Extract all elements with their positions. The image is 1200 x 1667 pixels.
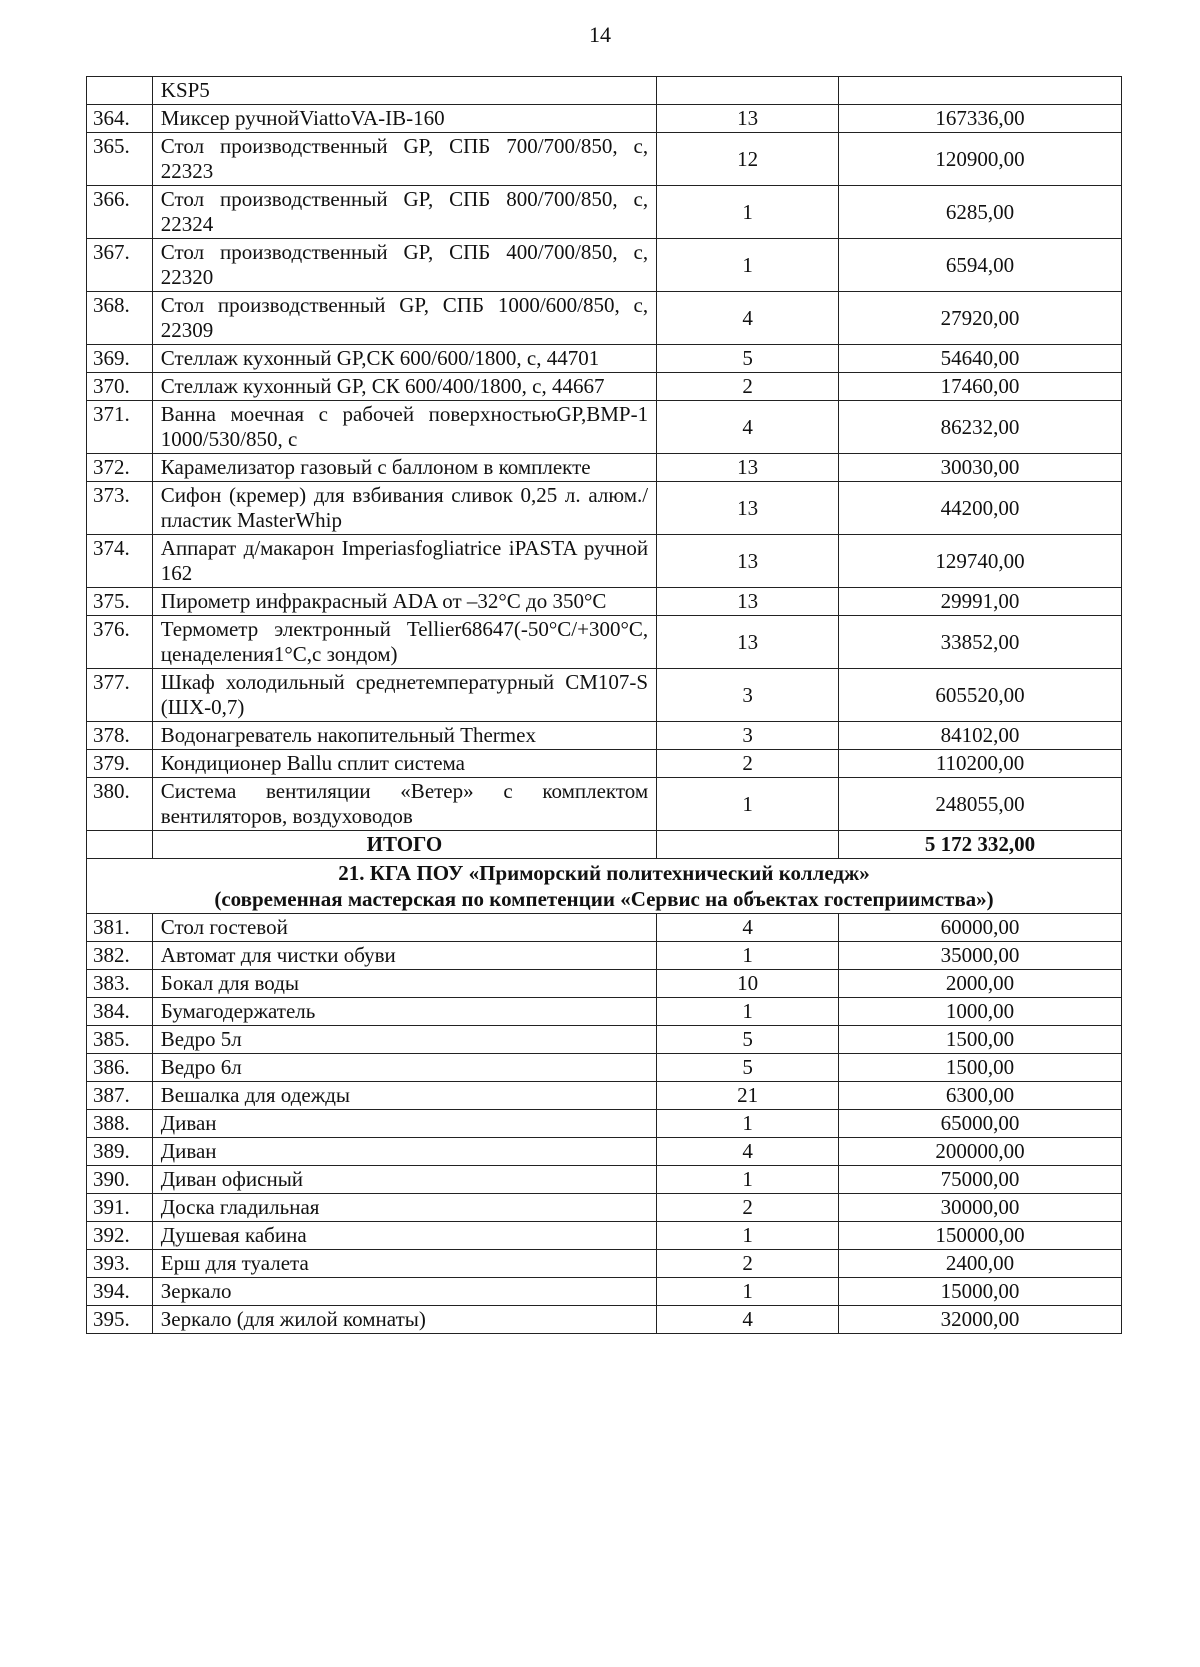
row-number: 364.: [87, 105, 153, 133]
row-number: 392.: [87, 1222, 153, 1250]
item-name: Диван: [152, 1138, 656, 1166]
total-num-cell: [87, 831, 153, 859]
table-row: [87, 616, 1122, 669]
table-row: [87, 1082, 1122, 1110]
item-sum: 6594,00: [839, 239, 1122, 292]
row-number: 395.: [87, 1306, 153, 1334]
row-number: 384.: [87, 998, 153, 1026]
table-row: [87, 722, 1122, 750]
item-quantity: 1: [657, 998, 839, 1026]
item-sum: 248055,00: [839, 778, 1122, 831]
table-row: [87, 970, 1122, 998]
item-sum: 65000,00: [839, 1110, 1122, 1138]
table-row: [87, 373, 1122, 401]
table-row: [87, 239, 1122, 292]
item-quantity: 5: [657, 1054, 839, 1082]
total-row: [87, 831, 1122, 859]
item-name: Карамелизатор газовый с баллоном в комплекте: [152, 454, 656, 482]
item-name: Диван офисный: [152, 1166, 656, 1194]
page-number: 14: [589, 22, 611, 47]
item-quantity: 3: [657, 669, 839, 722]
item-quantity: 1: [657, 1278, 839, 1306]
item-name: Зеркало (для жилой комнаты): [152, 1306, 656, 1334]
table-row: [87, 105, 1122, 133]
row-number: 381.: [87, 914, 153, 942]
item-quantity: 4: [657, 401, 839, 454]
item-sum: 120900,00: [839, 133, 1122, 186]
item-name: Термометр электронный Tellier68647(-50°C/+300°C, ценаделения1°C,с зондом): [152, 616, 656, 669]
item-name: Ведро 5л: [152, 1026, 656, 1054]
item-name: Шкаф холодильный среднетемпературный CM107-S (ШХ-0,7): [152, 669, 656, 722]
item-sum: 30030,00: [839, 454, 1122, 482]
item-quantity: 1: [657, 778, 839, 831]
item-sum: 150000,00: [839, 1222, 1122, 1250]
table-row: [87, 778, 1122, 831]
row-number: 382.: [87, 942, 153, 970]
item-name: Сифон (кремер) для взбивания сливок 0,25 л. алюм./пластик MasterWhip: [152, 482, 656, 535]
row-number: 379.: [87, 750, 153, 778]
item-sum: 2000,00: [839, 970, 1122, 998]
item-quantity: 4: [657, 292, 839, 345]
item-sum: [839, 77, 1122, 105]
table-row: [87, 186, 1122, 239]
table-row: [87, 77, 1122, 105]
table-row: [87, 1250, 1122, 1278]
item-sum: 1500,00: [839, 1026, 1122, 1054]
item-name: Стол гостевой: [152, 914, 656, 942]
row-number: 377.: [87, 669, 153, 722]
row-number: 370.: [87, 373, 153, 401]
table-row: [87, 588, 1122, 616]
row-number: 375.: [87, 588, 153, 616]
item-name: Стеллаж кухонный GP, СК 600/400/1800, с, 44667: [152, 373, 656, 401]
item-name: Стол производственный GP, СПБ 700/700/850, с, 22323: [152, 133, 656, 186]
section-subtitle: (современная мастерская по компетенции «Сервис на объектах гостеприимства»): [214, 887, 994, 911]
item-sum: 86232,00: [839, 401, 1122, 454]
item-sum: 75000,00: [839, 1166, 1122, 1194]
item-quantity: 13: [657, 482, 839, 535]
row-number: 387.: [87, 1082, 153, 1110]
row-number: 394.: [87, 1278, 153, 1306]
item-quantity: 2: [657, 1250, 839, 1278]
table-row: [87, 535, 1122, 588]
item-name: Душевая кабина: [152, 1222, 656, 1250]
item-quantity: 1: [657, 239, 839, 292]
row-number: 393.: [87, 1250, 153, 1278]
row-number: 376.: [87, 616, 153, 669]
table-row: [87, 401, 1122, 454]
item-quantity: 2: [657, 750, 839, 778]
row-number: 374.: [87, 535, 153, 588]
row-number: 389.: [87, 1138, 153, 1166]
item-name: Автомат для чистки обуви: [152, 942, 656, 970]
item-sum: 1500,00: [839, 1054, 1122, 1082]
table-row: [87, 133, 1122, 186]
row-number: [87, 77, 153, 105]
total-qty-cell: [657, 831, 839, 859]
item-name: Бумагодержатель: [152, 998, 656, 1026]
row-number: 366.: [87, 186, 153, 239]
item-sum: 2400,00: [839, 1250, 1122, 1278]
row-number: 391.: [87, 1194, 153, 1222]
item-quantity: 3: [657, 722, 839, 750]
item-quantity: 10: [657, 970, 839, 998]
section-heading: [87, 859, 1122, 914]
item-quantity: 5: [657, 345, 839, 373]
row-number: 390.: [87, 1166, 153, 1194]
total-section: [87, 831, 1122, 914]
total-sum: 5 172 332,00: [839, 831, 1122, 859]
item-name: Кондиционер Ballu сплит система: [152, 750, 656, 778]
item-sum: 605520,00: [839, 669, 1122, 722]
item-sum: 17460,00: [839, 373, 1122, 401]
item-quantity: 1: [657, 1222, 839, 1250]
item-sum: 84102,00: [839, 722, 1122, 750]
total-label: ИТОГО: [152, 831, 656, 859]
row-number: 367.: [87, 239, 153, 292]
item-sum: 30000,00: [839, 1194, 1122, 1222]
item-sum: 44200,00: [839, 482, 1122, 535]
item-quantity: 2: [657, 373, 839, 401]
item-sum: 32000,00: [839, 1306, 1122, 1334]
item-name: Бокал для воды: [152, 970, 656, 998]
item-name: Стол производственный GP, СПБ 1000/600/850, с, 22309: [152, 292, 656, 345]
table-row: [87, 669, 1122, 722]
item-sum: 1000,00: [839, 998, 1122, 1026]
item-quantity: [657, 77, 839, 105]
row-number: 383.: [87, 970, 153, 998]
item-name: Ванна моечная с рабочей поверхностьюGP,ВМР-1 1000/530/850, с: [152, 401, 656, 454]
row-number: 369.: [87, 345, 153, 373]
item-name: Ведро 6л: [152, 1054, 656, 1082]
item-quantity: 13: [657, 105, 839, 133]
item-quantity: 13: [657, 616, 839, 669]
item-quantity: 1: [657, 186, 839, 239]
table-row: [87, 292, 1122, 345]
row-number: 378.: [87, 722, 153, 750]
item-quantity: 2: [657, 1194, 839, 1222]
table-row: [87, 1054, 1122, 1082]
item-quantity: 1: [657, 1110, 839, 1138]
item-sum: 29991,00: [839, 588, 1122, 616]
item-quantity: 13: [657, 588, 839, 616]
item-quantity: 13: [657, 535, 839, 588]
equipment-table: [86, 76, 1122, 1334]
item-name: Доска гладильная: [152, 1194, 656, 1222]
table-row: [87, 1278, 1122, 1306]
table-row: [87, 750, 1122, 778]
section-heading-row: [87, 859, 1122, 914]
row-number: 365.: [87, 133, 153, 186]
row-number: 371.: [87, 401, 153, 454]
table-row: [87, 1110, 1122, 1138]
item-name: Вешалка для одежды: [152, 1082, 656, 1110]
item-sum: 15000,00: [839, 1278, 1122, 1306]
item-sum: 54640,00: [839, 345, 1122, 373]
table-row: [87, 1138, 1122, 1166]
item-quantity: 21: [657, 1082, 839, 1110]
item-quantity: 5: [657, 1026, 839, 1054]
item-sum: 167336,00: [839, 105, 1122, 133]
row-number: 373.: [87, 482, 153, 535]
row-number: 388.: [87, 1110, 153, 1138]
item-quantity: 4: [657, 1306, 839, 1334]
item-name: Стол производственный GP, СПБ 800/700/850, с, 22324: [152, 186, 656, 239]
item-name: Водонагреватель накопительный Thermex: [152, 722, 656, 750]
table-row: [87, 942, 1122, 970]
item-name: Диван: [152, 1110, 656, 1138]
table-row: [87, 345, 1122, 373]
row-number: 385.: [87, 1026, 153, 1054]
table-row: [87, 1194, 1122, 1222]
row-number: 372.: [87, 454, 153, 482]
item-name: KSP5: [152, 77, 656, 105]
table-row: [87, 454, 1122, 482]
item-name: Система вентиляции «Ветер» с комплектом вентиляторов, воздуховодов: [152, 778, 656, 831]
row-number: 368.: [87, 292, 153, 345]
table-row: [87, 482, 1122, 535]
item-name: Зеркало: [152, 1278, 656, 1306]
item-name: Аппарат д/макарон Imperiasfogliatrice iPASTA ручной 162: [152, 535, 656, 588]
item-quantity: 4: [657, 914, 839, 942]
item-sum: 35000,00: [839, 942, 1122, 970]
item-name: Миксер ручнойViattoVA-IB-160: [152, 105, 656, 133]
item-name: Стеллаж кухонный GP,СК 600/600/1800, с, 44701: [152, 345, 656, 373]
section-title: 21. КГА ПОУ «Приморский политехнический колледж»: [338, 861, 870, 885]
item-quantity: 12: [657, 133, 839, 186]
table-row: [87, 998, 1122, 1026]
item-sum: 60000,00: [839, 914, 1122, 942]
table-row: [87, 1166, 1122, 1194]
item-sum: 110200,00: [839, 750, 1122, 778]
item-sum: 33852,00: [839, 616, 1122, 669]
table-row: [87, 914, 1122, 942]
item-name: Стол производственный GP, СПБ 400/700/850, с, 22320: [152, 239, 656, 292]
item-sum: 129740,00: [839, 535, 1122, 588]
item-name: Ерш для туалета: [152, 1250, 656, 1278]
item-sum: 200000,00: [839, 1138, 1122, 1166]
second-section-body: [87, 914, 1122, 1334]
row-number: 380.: [87, 778, 153, 831]
item-quantity: 4: [657, 1138, 839, 1166]
item-quantity: 1: [657, 942, 839, 970]
item-name: Пирометр инфракрасный ADA от –32°C до 350°C: [152, 588, 656, 616]
item-sum: 6300,00: [839, 1082, 1122, 1110]
table-row: [87, 1222, 1122, 1250]
row-number: 386.: [87, 1054, 153, 1082]
item-quantity: 1: [657, 1166, 839, 1194]
table-row: [87, 1306, 1122, 1334]
table-row: [87, 1026, 1122, 1054]
item-sum: 6285,00: [839, 186, 1122, 239]
first-section-body: [87, 77, 1122, 831]
item-quantity: 13: [657, 454, 839, 482]
item-sum: 27920,00: [839, 292, 1122, 345]
